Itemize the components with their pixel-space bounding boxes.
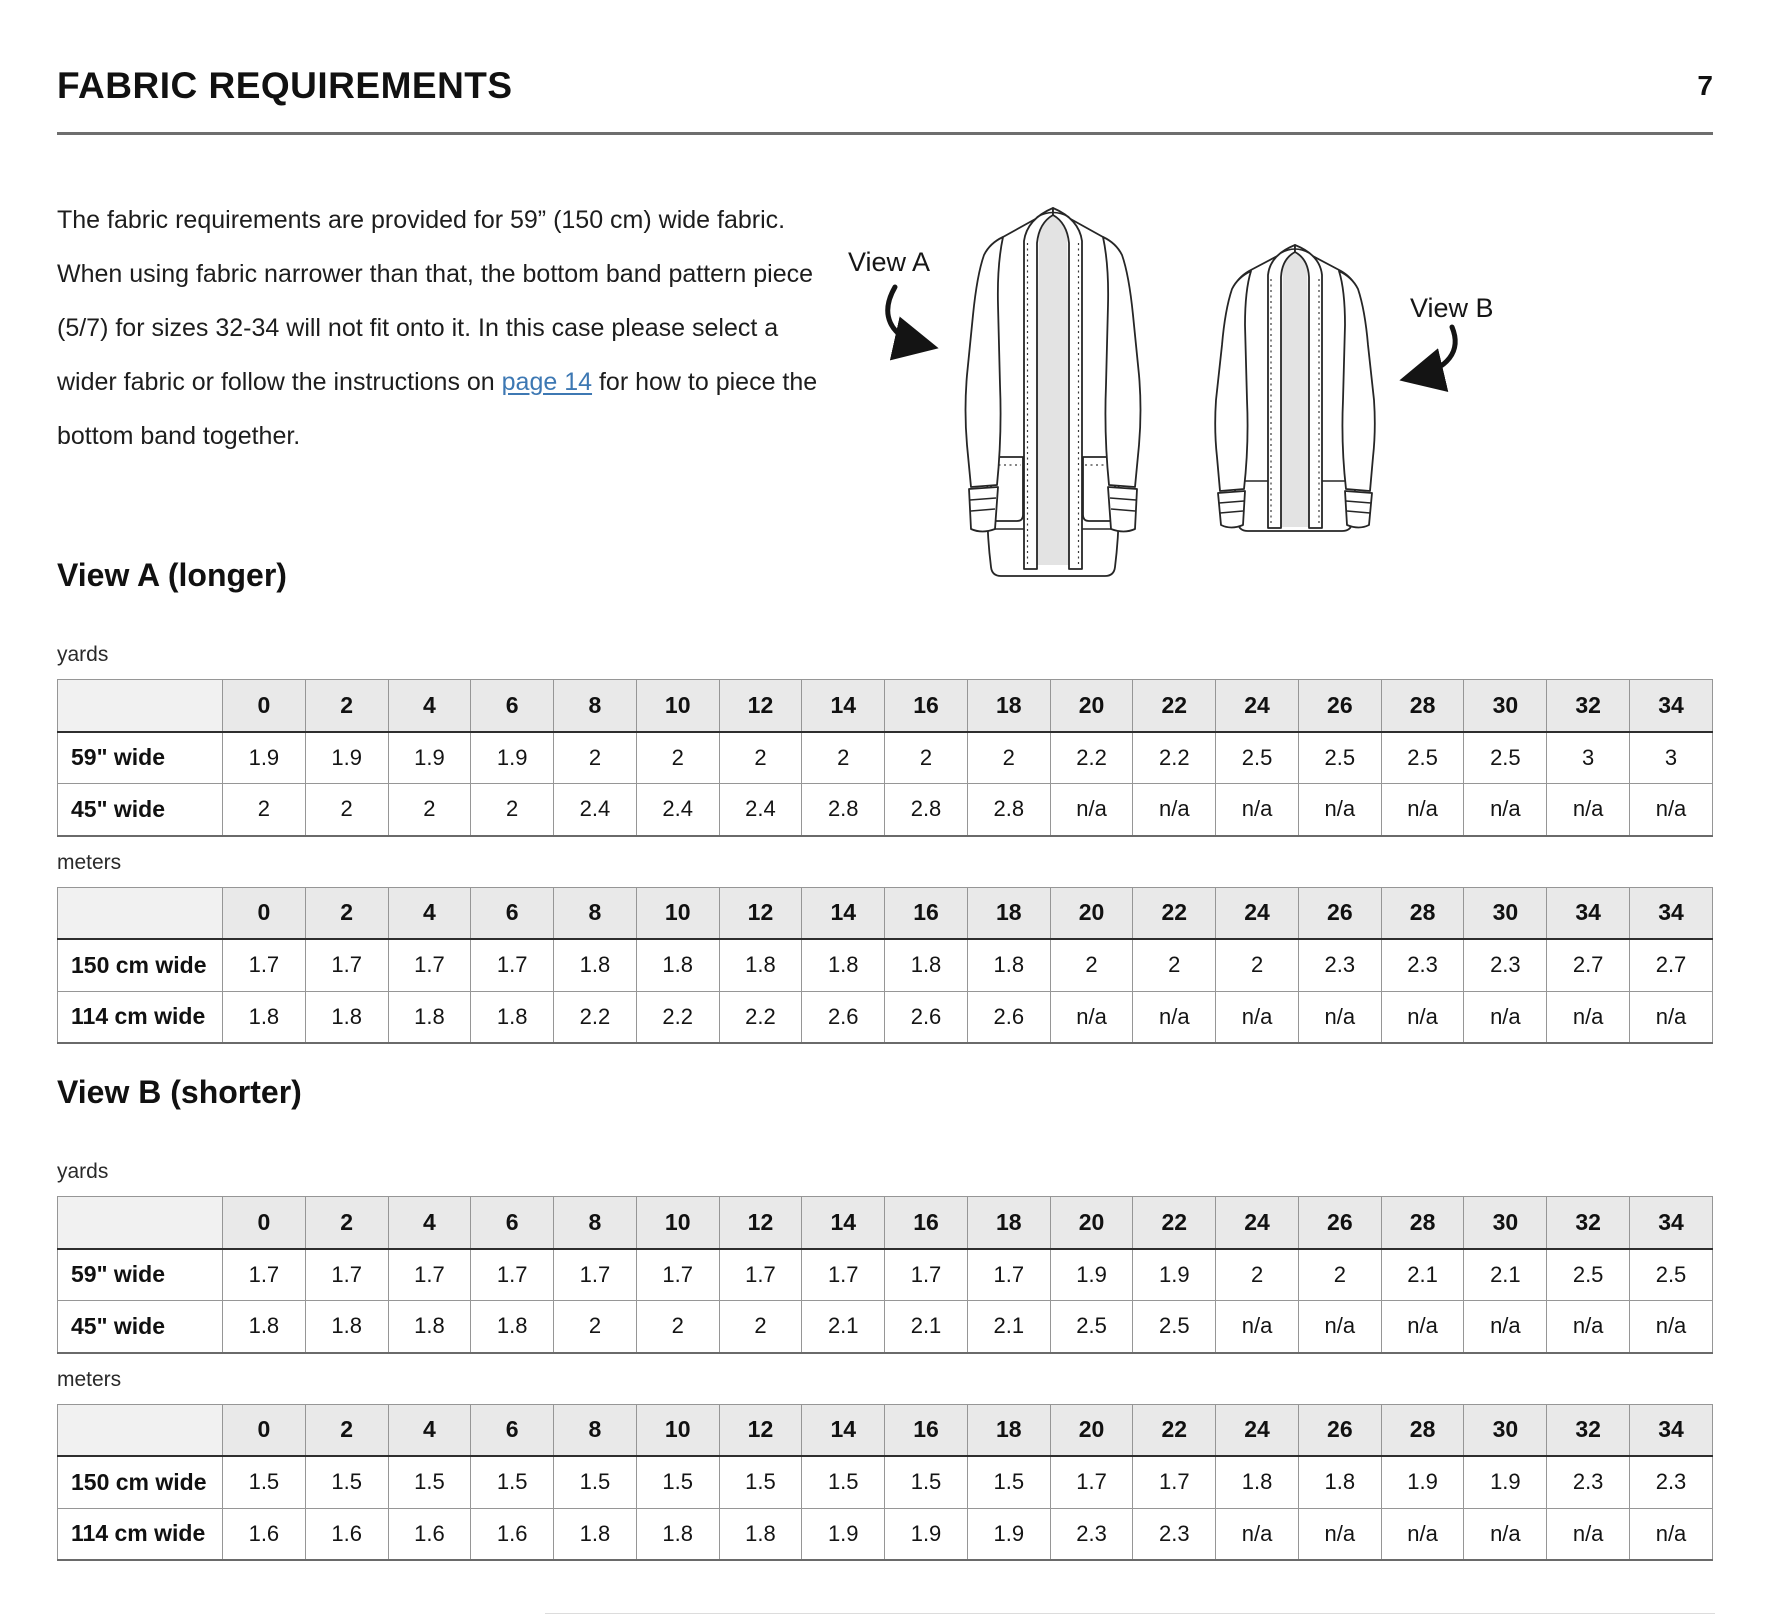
- requirement-value: 1.8: [223, 1301, 306, 1353]
- requirement-value: 1.6: [471, 1508, 554, 1560]
- size-column-header: 28: [1381, 680, 1464, 732]
- requirement-value: n/a: [1547, 784, 1630, 836]
- requirement-value: 2: [636, 1301, 719, 1353]
- size-column-header: 14: [802, 1197, 885, 1249]
- view-heading: View B (shorter): [57, 1074, 302, 1110]
- size-header-row: [58, 680, 1713, 732]
- requirement-value: n/a: [1464, 1508, 1547, 1560]
- size-column-header: 34: [1547, 887, 1630, 939]
- requirement-value: 1.8: [305, 1301, 388, 1353]
- fabric-requirements-table: [57, 1404, 1713, 1562]
- requirement-value: n/a: [1050, 991, 1133, 1043]
- size-column-header: 6: [471, 1404, 554, 1456]
- requirement-value: 2.1: [802, 1301, 885, 1353]
- requirement-value: 2.8: [967, 784, 1050, 836]
- requirement-value: 1.9: [388, 732, 471, 784]
- requirement-value: 2.3: [1464, 939, 1547, 991]
- requirement-value: 2.1: [1381, 1249, 1464, 1301]
- table-corner-cell: [58, 887, 223, 939]
- size-column-header: 26: [1298, 887, 1381, 939]
- size-column-header: 30: [1464, 887, 1547, 939]
- requirement-value: 2.8: [802, 784, 885, 836]
- size-column-header: 22: [1133, 1404, 1216, 1456]
- fabric-width-label: 114 cm wide: [58, 991, 223, 1043]
- unit-label: meters: [57, 1367, 122, 1391]
- requirement-value: n/a: [1298, 1301, 1381, 1353]
- view-b-label: View B: [1410, 293, 1494, 323]
- requirement-value: 1.5: [967, 1456, 1050, 1508]
- requirement-value: 1.9: [1050, 1249, 1133, 1301]
- unit-label: meters: [57, 850, 122, 874]
- requirement-value: 2.5: [1547, 1249, 1630, 1301]
- requirement-value: 2.2: [636, 991, 719, 1043]
- requirement-value: 2.5: [1133, 1301, 1216, 1353]
- size-column-header: 28: [1381, 887, 1464, 939]
- requirement-value: 1.6: [223, 1508, 306, 1560]
- requirement-value: 1.5: [719, 1456, 802, 1508]
- size-column-header: 24: [1216, 1197, 1299, 1249]
- size-column-header: 20: [1050, 1404, 1133, 1456]
- requirement-value: 3: [1630, 732, 1713, 784]
- requirement-value: 2: [1216, 939, 1299, 991]
- size-column-header: 18: [967, 1197, 1050, 1249]
- requirement-value: n/a: [1630, 1301, 1713, 1353]
- requirement-value: 2.4: [554, 784, 637, 836]
- requirement-value: 2.3: [1050, 1508, 1133, 1560]
- size-column-header: 12: [719, 1197, 802, 1249]
- requirement-value: 2.3: [1547, 1456, 1630, 1508]
- size-column-header: 14: [802, 887, 885, 939]
- requirement-value: 1.5: [388, 1456, 471, 1508]
- size-column-header: 6: [471, 1197, 554, 1249]
- size-column-header: 10: [636, 1404, 719, 1456]
- requirement-value: 1.7: [305, 1249, 388, 1301]
- requirement-value: 2: [471, 784, 554, 836]
- requirement-value: n/a: [1547, 1301, 1630, 1353]
- requirement-value: 2: [554, 732, 637, 784]
- requirement-value: 2: [1216, 1249, 1299, 1301]
- size-column-header: 32: [1547, 1197, 1630, 1249]
- requirement-value: 2.5: [1630, 1249, 1713, 1301]
- table-corner-cell: [58, 1197, 223, 1249]
- requirement-value: 2.3: [1133, 1508, 1216, 1560]
- cardigan-line-art: [840, 195, 1530, 625]
- size-column-header: 30: [1464, 1404, 1547, 1456]
- requirement-value: 2: [636, 732, 719, 784]
- size-column-header: 4: [388, 887, 471, 939]
- view-b-arrow: [1414, 327, 1455, 377]
- requirement-value: 1.7: [885, 1249, 968, 1301]
- size-column-header: 14: [802, 1404, 885, 1456]
- requirement-value: 2.5: [1381, 732, 1464, 784]
- requirement-value: 2: [305, 784, 388, 836]
- size-column-header: 0: [223, 1197, 306, 1249]
- requirement-value: 1.9: [1133, 1249, 1216, 1301]
- size-column-header: 28: [1381, 1404, 1464, 1456]
- requirement-value: 1.7: [388, 939, 471, 991]
- requirement-value: 2.5: [1298, 732, 1381, 784]
- view-section: [57, 555, 1713, 1044]
- size-column-header: 6: [471, 887, 554, 939]
- requirement-value: 1.8: [554, 939, 637, 991]
- requirement-value: 2: [223, 784, 306, 836]
- requirement-value: 2: [1133, 939, 1216, 991]
- requirement-value: 2: [554, 1301, 637, 1353]
- size-header-row: [58, 1404, 1713, 1456]
- requirement-value: 2.3: [1630, 1456, 1713, 1508]
- requirement-value: 1.7: [223, 939, 306, 991]
- requirement-value: 1.8: [388, 991, 471, 1043]
- requirement-value: 2: [719, 1301, 802, 1353]
- intro-paragraph: [57, 193, 835, 463]
- requirement-value: 1.5: [554, 1456, 637, 1508]
- requirement-value: 2.2: [554, 991, 637, 1043]
- view-b-cardigan-drawing: [1215, 245, 1375, 531]
- size-column-header: 30: [1464, 680, 1547, 732]
- size-column-header: 10: [636, 1197, 719, 1249]
- requirement-value: 1.8: [471, 991, 554, 1043]
- fabric-width-label: 150 cm wide: [58, 939, 223, 991]
- requirement-value: 2.7: [1630, 939, 1713, 991]
- requirement-value: n/a: [1630, 991, 1713, 1043]
- requirement-value: 1.7: [636, 1249, 719, 1301]
- size-column-header: 6: [471, 680, 554, 732]
- requirement-value: n/a: [1547, 1508, 1630, 1560]
- requirement-value: 1.5: [636, 1456, 719, 1508]
- requirement-value: 2.7: [1547, 939, 1630, 991]
- requirement-value: 2: [885, 732, 968, 784]
- size-column-header: 8: [554, 680, 637, 732]
- requirement-value: 2: [967, 732, 1050, 784]
- requirement-value: 1.8: [885, 939, 968, 991]
- size-column-header: 26: [1298, 680, 1381, 732]
- requirement-value: 2.2: [1133, 732, 1216, 784]
- requirement-value: 1.7: [223, 1249, 306, 1301]
- size-column-header: 10: [636, 680, 719, 732]
- requirement-value: 2: [1298, 1249, 1381, 1301]
- size-column-header: 8: [554, 1197, 637, 1249]
- intro-text-after-link: for how to piece the bottom band together.: [57, 368, 818, 450]
- requirement-value: n/a: [1464, 991, 1547, 1043]
- size-column-header: 20: [1050, 887, 1133, 939]
- requirement-value: n/a: [1216, 1508, 1299, 1560]
- size-column-header: 28: [1381, 1197, 1464, 1249]
- size-column-header: 18: [967, 680, 1050, 732]
- requirement-value: 2.6: [967, 991, 1050, 1043]
- fabric-width-label: 150 cm wide: [58, 1456, 223, 1508]
- requirement-row: [58, 939, 1713, 991]
- size-column-header: 2: [305, 680, 388, 732]
- requirement-row: [58, 991, 1713, 1043]
- requirement-value: n/a: [1216, 1301, 1299, 1353]
- view-a-cardigan-drawing: [966, 208, 1141, 576]
- requirement-value: n/a: [1464, 1301, 1547, 1353]
- requirement-value: n/a: [1133, 991, 1216, 1043]
- size-column-header: 16: [885, 680, 968, 732]
- size-column-header: 34: [1630, 1197, 1713, 1249]
- table-corner-cell: [58, 1404, 223, 1456]
- garment-illustrations: [840, 195, 1530, 625]
- requirement-value: 2.1: [1464, 1249, 1547, 1301]
- requirement-value: n/a: [1216, 991, 1299, 1043]
- requirement-value: 2.2: [719, 991, 802, 1043]
- view-section: [57, 1072, 1713, 1561]
- requirement-value: 1.8: [305, 991, 388, 1043]
- requirement-value: 1.8: [1216, 1456, 1299, 1508]
- requirement-value: n/a: [1381, 784, 1464, 836]
- size-column-header: 2: [305, 1404, 388, 1456]
- requirement-value: 2.8: [885, 784, 968, 836]
- size-header-row: [58, 1197, 1713, 1249]
- size-column-header: 18: [967, 887, 1050, 939]
- fabric-width-label: 45" wide: [58, 1301, 223, 1353]
- requirement-value: 1.7: [305, 939, 388, 991]
- requirement-value: n/a: [1464, 784, 1547, 836]
- unit-label: yards: [57, 643, 109, 666]
- requirement-row: [58, 732, 1713, 784]
- requirement-value: 1.9: [471, 732, 554, 784]
- requirement-row: [58, 1456, 1713, 1508]
- requirement-value: 1.5: [305, 1456, 388, 1508]
- requirement-value: 1.7: [1050, 1456, 1133, 1508]
- requirement-value: 1.9: [223, 732, 306, 784]
- requirement-row: [58, 784, 1713, 836]
- requirement-value: 1.7: [388, 1249, 471, 1301]
- fabric-width-label: 114 cm wide: [58, 1508, 223, 1560]
- page-header: [57, 0, 1713, 135]
- requirement-value: 2.1: [885, 1301, 968, 1353]
- size-column-header: 12: [719, 680, 802, 732]
- size-column-header: 24: [1216, 680, 1299, 732]
- requirement-value: 2.2: [1050, 732, 1133, 784]
- size-column-header: 14: [802, 680, 885, 732]
- requirement-value: 1.8: [636, 939, 719, 991]
- requirement-value: 1.7: [471, 939, 554, 991]
- requirement-value: 1.8: [719, 1508, 802, 1560]
- requirement-value: n/a: [1381, 1301, 1464, 1353]
- size-column-header: 2: [305, 887, 388, 939]
- size-column-header: 30: [1464, 1197, 1547, 1249]
- fabric-width-label: 59" wide: [58, 732, 223, 784]
- requirement-value: 2: [388, 784, 471, 836]
- requirement-value: 1.7: [471, 1249, 554, 1301]
- size-column-header: 2: [305, 1197, 388, 1249]
- requirement-value: 1.6: [305, 1508, 388, 1560]
- fabric-requirements-table: [57, 1196, 1713, 1354]
- requirement-value: 2.3: [1298, 939, 1381, 991]
- size-column-header: 4: [388, 1404, 471, 1456]
- requirement-value: 1.7: [802, 1249, 885, 1301]
- size-column-header: 26: [1298, 1404, 1381, 1456]
- page-number: 7: [1697, 70, 1713, 101]
- intro-text-before-link: The fabric requirements are provided for 59” (150 cm) wide fabric. When using fabric narrower than that, the bottom band pattern piece (5/7) for sizes 32-34 will not fit onto it. In this case please select a wider fabric or follow the instructions on: [57, 206, 814, 396]
- requirement-value: 1.8: [967, 939, 1050, 991]
- size-column-header: 16: [885, 887, 968, 939]
- sections: [57, 555, 1713, 1561]
- requirement-value: n/a: [1216, 784, 1299, 836]
- requirement-value: 1.8: [471, 1301, 554, 1353]
- size-column-header: 0: [223, 887, 306, 939]
- requirement-value: 1.9: [885, 1508, 968, 1560]
- requirement-value: 1.5: [471, 1456, 554, 1508]
- requirement-value: 1.9: [1464, 1456, 1547, 1508]
- page-bottom-divider: [545, 1613, 1715, 1614]
- requirement-value: n/a: [1547, 991, 1630, 1043]
- requirement-row: [58, 1249, 1713, 1301]
- size-column-header: 24: [1216, 1404, 1299, 1456]
- requirement-value: 1.6: [388, 1508, 471, 1560]
- requirement-value: 2.1: [967, 1301, 1050, 1353]
- fabric-width-label: 59" wide: [58, 1249, 223, 1301]
- requirement-value: 1.8: [554, 1508, 637, 1560]
- requirement-value: 1.8: [719, 939, 802, 991]
- requirement-row: [58, 1508, 1713, 1560]
- size-column-header: 18: [967, 1404, 1050, 1456]
- size-column-header: 34: [1630, 887, 1713, 939]
- requirement-value: n/a: [1381, 1508, 1464, 1560]
- size-column-header: 20: [1050, 680, 1133, 732]
- requirement-value: 1.7: [719, 1249, 802, 1301]
- size-column-header: 4: [388, 1197, 471, 1249]
- size-column-header: 22: [1133, 680, 1216, 732]
- requirement-value: 2: [802, 732, 885, 784]
- requirement-value: 1.8: [636, 1508, 719, 1560]
- size-column-header: 0: [223, 680, 306, 732]
- unit-label: yards: [57, 1160, 109, 1183]
- size-column-header: 16: [885, 1197, 968, 1249]
- requirement-value: n/a: [1298, 784, 1381, 836]
- size-column-header: 20: [1050, 1197, 1133, 1249]
- fabric-width-label: 45" wide: [58, 784, 223, 836]
- requirement-value: 1.8: [1298, 1456, 1381, 1508]
- requirement-value: 1.5: [802, 1456, 885, 1508]
- requirement-value: n/a: [1133, 784, 1216, 836]
- size-column-header: 32: [1547, 680, 1630, 732]
- requirement-value: 1.9: [305, 732, 388, 784]
- requirement-value: 2.5: [1050, 1301, 1133, 1353]
- requirement-value: 1.8: [388, 1301, 471, 1353]
- requirement-value: 1.9: [802, 1508, 885, 1560]
- size-column-header: 34: [1630, 680, 1713, 732]
- requirement-value: 1.5: [885, 1456, 968, 1508]
- size-column-header: 8: [554, 887, 637, 939]
- requirement-value: 1.5: [223, 1456, 306, 1508]
- requirement-value: 2.4: [636, 784, 719, 836]
- requirement-value: 2.5: [1216, 732, 1299, 784]
- requirement-value: 2.6: [885, 991, 968, 1043]
- size-column-header: 12: [719, 887, 802, 939]
- size-column-header: 26: [1298, 1197, 1381, 1249]
- requirement-value: 2.5: [1464, 732, 1547, 784]
- requirement-value: 2.6: [802, 991, 885, 1043]
- size-header-row: [58, 887, 1713, 939]
- requirement-value: 2: [1050, 939, 1133, 991]
- size-column-header: 22: [1133, 1197, 1216, 1249]
- size-column-header: 22: [1133, 887, 1216, 939]
- requirement-row: [58, 1301, 1713, 1353]
- size-column-header: 8: [554, 1404, 637, 1456]
- fabric-requirements-table: [57, 887, 1713, 1045]
- page-title: FABRIC REQUIREMENTS: [57, 65, 513, 106]
- view-a-label: View A: [848, 247, 931, 277]
- size-column-header: 4: [388, 680, 471, 732]
- requirement-value: 1.7: [1133, 1456, 1216, 1508]
- requirement-value: n/a: [1381, 991, 1464, 1043]
- size-column-header: 10: [636, 887, 719, 939]
- requirement-value: n/a: [1630, 1508, 1713, 1560]
- requirement-value: 2.3: [1381, 939, 1464, 991]
- size-column-header: 16: [885, 1404, 968, 1456]
- requirement-value: 1.7: [554, 1249, 637, 1301]
- size-column-header: 24: [1216, 887, 1299, 939]
- view-heading: View A (longer): [57, 557, 287, 593]
- requirement-value: n/a: [1298, 1508, 1381, 1560]
- view-a-arrow: [888, 287, 924, 345]
- size-column-header: 0: [223, 1404, 306, 1456]
- requirement-value: n/a: [1630, 784, 1713, 836]
- size-column-header: 12: [719, 1404, 802, 1456]
- requirement-value: 1.7: [967, 1249, 1050, 1301]
- size-column-header: 34: [1630, 1404, 1713, 1456]
- page-14-link[interactable]: page 14: [501, 368, 593, 396]
- fabric-requirements-table: [57, 679, 1713, 837]
- requirement-value: 1.9: [967, 1508, 1050, 1560]
- table-corner-cell: [58, 680, 223, 732]
- requirement-value: 1.9: [1381, 1456, 1464, 1508]
- size-column-header: 32: [1547, 1404, 1630, 1456]
- requirement-value: 2: [719, 732, 802, 784]
- requirement-value: 1.8: [223, 991, 306, 1043]
- requirement-value: n/a: [1050, 784, 1133, 836]
- requirement-value: 1.8: [802, 939, 885, 991]
- requirement-value: 2.4: [719, 784, 802, 836]
- requirement-value: 3: [1547, 732, 1630, 784]
- requirement-value: n/a: [1298, 991, 1381, 1043]
